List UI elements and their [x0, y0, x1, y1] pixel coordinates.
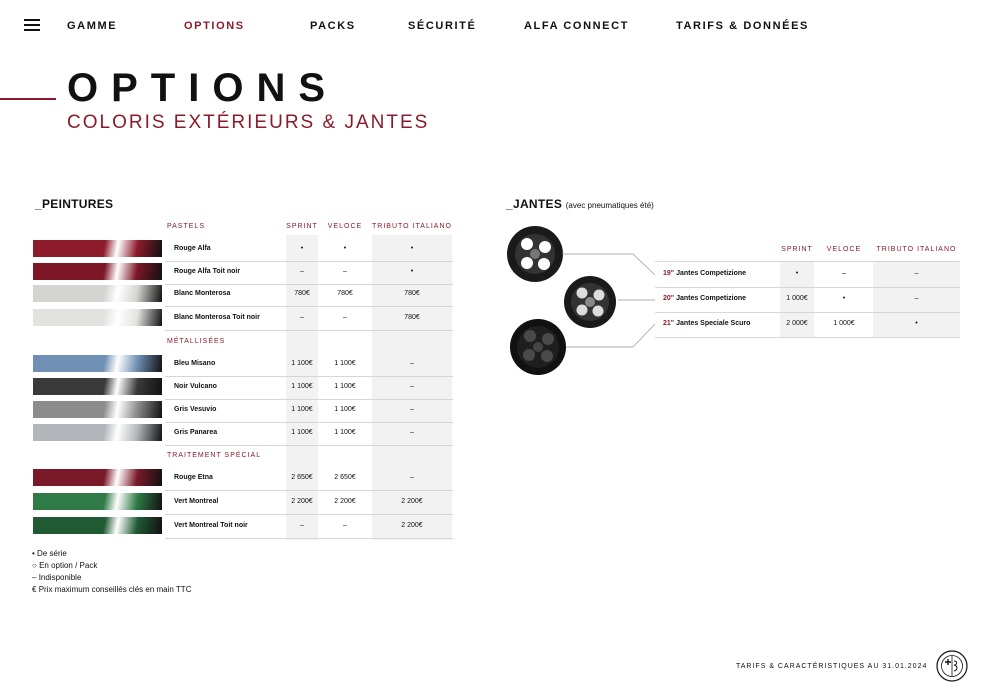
column-header: TRIBUTO ITALIANO [372, 223, 452, 230]
row-divider [655, 337, 960, 338]
table-cell: – [343, 314, 347, 321]
wheels-illustration [500, 222, 670, 382]
table-cell: • [795, 270, 799, 277]
table-cell: 1 000€ [833, 320, 855, 327]
table-cell: – [410, 429, 414, 436]
row-label: Rouge Alfa Toit noir [174, 268, 241, 275]
color-swatch [33, 469, 162, 486]
wheel-19-image [507, 226, 563, 282]
header-divider [655, 261, 960, 262]
group-label: TRAITEMENT SPÉCIAL [167, 452, 262, 459]
nav-item-alfa-connect[interactable]: ALFA CONNECT [524, 20, 629, 32]
table-cell: • [410, 245, 414, 252]
table-cell: 2 650€ [334, 474, 356, 481]
jantes-row-label [663, 270, 746, 277]
wheel-name: Jantes Competizione [676, 295, 747, 302]
table-cell: – [914, 270, 919, 277]
legend-symbol: • [32, 549, 35, 558]
row-divider [165, 445, 453, 446]
row-divider [165, 376, 453, 377]
legend-item [32, 572, 191, 584]
nav-item-options[interactable]: OPTIONS [184, 20, 245, 32]
page-subtitle: COLORIS EXTÉRIEURS & JANTES [67, 112, 430, 133]
legend-text: De série [37, 549, 67, 558]
row-divider [655, 312, 960, 313]
footer-text: TARIFS & CARACTÉRISTIQUES AU 31.01.2024 [736, 663, 928, 670]
table-cell: • [410, 268, 414, 275]
wheel-name: Jantes Speciale Scuro [676, 320, 751, 327]
table-cell: • [842, 295, 846, 302]
table-cell: – [410, 406, 414, 413]
jantes-row-label [663, 295, 746, 302]
row-label: Gris Vesuvio [174, 406, 217, 413]
column-header: SPRINT [286, 223, 318, 230]
color-swatch [33, 240, 162, 257]
table-cell: – [300, 522, 304, 529]
table-cell: – [300, 268, 304, 275]
row-divider [165, 330, 453, 331]
row-label: Noir Vulcano [174, 383, 217, 390]
legend-item [32, 560, 191, 572]
color-swatch [33, 378, 162, 395]
table-cell: 1 100€ [291, 360, 313, 367]
hamburger-menu-icon[interactable] [24, 19, 40, 31]
legend-text: Prix maximum conseillés clés en main TTC [38, 585, 192, 594]
row-label: Vert Montreal Toit noir [174, 522, 248, 529]
legend-text: En option / Pack [39, 561, 98, 570]
table-cell: 1 100€ [334, 406, 356, 413]
table-cell: 1 100€ [334, 383, 356, 390]
row-label: Vert Montreal [174, 498, 219, 505]
legend-text: Indisponible [38, 573, 82, 582]
table-cell: – [410, 383, 414, 390]
color-swatch [33, 517, 162, 534]
table-cell: – [343, 268, 347, 275]
row-label: Blanc Monterosa [174, 290, 231, 297]
table-cell: 780€ [294, 290, 310, 297]
color-swatch [33, 401, 162, 418]
table-cell: 1 100€ [334, 429, 356, 436]
top-navigation [0, 0, 990, 50]
table-cell: – [410, 474, 414, 481]
color-swatch [33, 493, 162, 510]
peintures-title: _PEINTURES [35, 197, 114, 211]
row-divider [165, 306, 453, 307]
column-header: TRIBUTO ITALIANO [876, 246, 957, 253]
table-cell: – [842, 270, 846, 277]
column-header: SPRINT [781, 246, 813, 253]
jantes-note: (avec pneumatiques été) [565, 201, 654, 210]
color-swatch [33, 263, 162, 280]
row-divider [165, 514, 453, 515]
wheel-21-image [510, 319, 566, 375]
table-cell: 2 000€ [786, 320, 808, 327]
table-cell: 2 650€ [291, 474, 313, 481]
group-label: MÉTALLISÉES [167, 338, 226, 345]
row-label: Gris Panarea [174, 429, 218, 436]
row-label: Rouge Alfa [174, 245, 211, 252]
page-title: OPTIONS [67, 66, 339, 110]
table-cell: • [915, 320, 918, 327]
table-cell: 780€ [337, 290, 353, 297]
table-cell: 1 100€ [334, 360, 356, 367]
table-cell: • [300, 245, 304, 252]
color-swatch [33, 309, 162, 326]
column-header: VELOCE [826, 246, 862, 253]
jantes-title-text: _JANTES [506, 197, 563, 211]
wheel-size: 19" [663, 270, 675, 277]
table-cell: 2 200€ [401, 498, 423, 505]
legend-symbol: € [32, 585, 37, 594]
legend [32, 548, 191, 596]
wheel-size: 21" [663, 320, 675, 327]
table-cell: 1 100€ [291, 429, 313, 436]
row-divider [165, 538, 453, 539]
row-divider [165, 399, 453, 400]
row-divider [655, 287, 960, 288]
jantes-row-label [663, 320, 750, 327]
jantes-title [506, 197, 654, 211]
row-label: Blanc Monterosa Toit noir [174, 314, 260, 321]
nav-item-gamme[interactable]: GAMME [67, 20, 118, 32]
color-swatch [33, 285, 162, 302]
legend-item [32, 548, 191, 560]
table-cell: • [343, 245, 347, 252]
table-cell: – [300, 314, 304, 321]
nav-item-packs[interactable]: PACKS [310, 20, 356, 32]
legend-symbol: – [32, 573, 37, 582]
row-divider [165, 422, 453, 423]
alfa-romeo-logo-icon [936, 650, 968, 682]
wheel-size: 20" [663, 295, 675, 302]
row-divider [165, 490, 453, 491]
table-cell: 1 100€ [291, 406, 313, 413]
row-label: Bleu Misano [174, 360, 216, 367]
row-label: Rouge Etna [174, 474, 213, 481]
table-cell: 1 100€ [291, 383, 313, 390]
table-cell: 780€ [404, 314, 420, 321]
table-cell: – [914, 295, 919, 302]
table-cell: 2 200€ [291, 498, 313, 505]
nav-item-tarifs[interactable]: TARIFS & DONNÉES [676, 20, 809, 32]
table-cell: 780€ [404, 290, 420, 297]
wheel-name: Jantes Competizione [676, 270, 747, 277]
legend-item [32, 584, 191, 596]
table-cell: 2 200€ [334, 498, 356, 505]
color-swatch [33, 424, 162, 441]
table-cell: 1 000€ [786, 295, 808, 302]
table-cell: – [343, 522, 347, 529]
table-cell: – [410, 360, 414, 367]
table-cell: 2 200€ [401, 522, 423, 529]
wheel-20-image [564, 276, 616, 328]
group-label: PASTELS [167, 223, 205, 230]
color-swatch [33, 355, 162, 372]
nav-item-securite[interactable]: SÉCURITÉ [408, 20, 477, 32]
row-divider [165, 284, 453, 285]
column-header: VELOCE [327, 223, 363, 230]
row-divider [165, 261, 453, 262]
title-accent-line [0, 98, 56, 100]
legend-symbol: ○ [32, 561, 37, 570]
